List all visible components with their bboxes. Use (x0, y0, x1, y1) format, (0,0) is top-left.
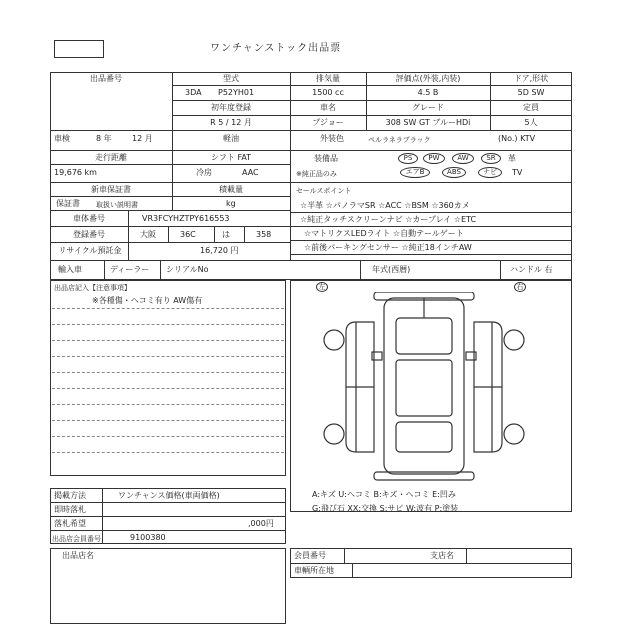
manual-label: 取扱い説明書 (96, 201, 138, 209)
sales-point-1: ☆半革 ☆パノラマSR ☆ACC ☆BSM ☆360カメ (300, 201, 470, 210)
warranty-value-label: 保証書 (56, 199, 80, 208)
reg-class: 36C (180, 230, 196, 239)
first-reg-value: R 5 / 12 月 (210, 118, 252, 127)
reg-label: 登録番号 (73, 230, 105, 239)
mileage-label: 走行距離 (95, 153, 127, 162)
serial-label: シリアルNo (166, 265, 209, 274)
doors-label: ドア,形状 (513, 74, 549, 83)
eq-sr: SR (481, 153, 501, 164)
mileage-value: 19,676 km (54, 168, 97, 177)
sales-point-label: セールスポイント (296, 187, 352, 195)
grade-score-label: 評価点(外装,内装) (395, 74, 461, 83)
reg-kana: は (222, 230, 230, 239)
address-label: 車輌所在地 (294, 566, 334, 575)
method-label: 掲載方法 (54, 491, 86, 500)
equipment-label: 装備品 (314, 154, 338, 163)
load-unit: kg (226, 199, 236, 208)
shop-name-label: 出品店名 (62, 551, 94, 560)
grade-value: 308 SW GT ブルーHDi (385, 118, 471, 127)
recycle-value: 16,720 円 (200, 246, 239, 255)
eq-tv: TV (512, 168, 523, 177)
eq-airbag: エアB (400, 167, 430, 178)
warranty-label: 新車保証書 (91, 185, 131, 194)
eq-abs: ABS (442, 167, 466, 178)
import-label: 輸入車 (58, 265, 82, 274)
vin-value: VR3FCYHZTPY616553 (142, 214, 230, 223)
eq-navi: ナビ (478, 167, 502, 178)
recycle-label: リサイクル預託金 (58, 246, 122, 255)
model-value-1: 3DA (185, 88, 202, 97)
reg-number: 358 (256, 230, 272, 239)
diagram-left-label: 左 (316, 282, 328, 292)
grade-score-value: 4.5 B (417, 88, 439, 97)
note-label-1: 即時落札 (54, 505, 86, 514)
model-label: 型式 (223, 74, 239, 83)
inspection-year: 8 年 (96, 134, 112, 143)
ac-value: AAC (242, 168, 259, 177)
equipment-note: ※純正品のみ (296, 170, 337, 178)
lot-number-label: 出品番号 (90, 74, 122, 83)
exterior-color-value: ペルラネラブラック (368, 136, 431, 144)
legend-line-2: G:飛び石 XX:交換 S:サビ W:波有 P:塗装 (312, 504, 459, 513)
member-label: 会員番号 (294, 551, 326, 560)
first-reg-label: 初年度登録 (211, 103, 251, 112)
color-code: (No.) KTV (498, 134, 536, 143)
note-label-2: 落札希望 (54, 519, 86, 528)
capacity-value: 5人 (524, 118, 538, 127)
handle-label: ハンドル 右 (510, 265, 553, 274)
ac-label: 冷房 (196, 168, 212, 177)
eq-pw: PW (423, 153, 445, 164)
eq-leather: 革 (508, 154, 516, 163)
sales-point-4: ☆前後パーキングセンサー ☆純正18インチAW (304, 243, 472, 252)
diagram-right-label: 右 (514, 282, 526, 292)
reg-region: 大阪 (140, 230, 156, 239)
method-value: ワンチャンス価格(車両価格) (118, 491, 220, 500)
vin-label: 車体番号 (73, 214, 105, 223)
exterior-color-label: 外装色 (320, 134, 344, 143)
shift-value: シフト FAT (210, 153, 252, 162)
lot-stamp-box (54, 40, 104, 58)
capacity-label: 定員 (523, 103, 539, 112)
inspection-month: 12 月 (132, 134, 153, 143)
load-label: 積載量 (219, 185, 243, 194)
member-no-value: 9100380 (130, 533, 166, 542)
notes-line-1: ※各種傷・ヘコミ有り AW傷有 (92, 296, 203, 305)
fuel-value: 軽油 (223, 134, 239, 143)
notes-heading: 出品店記入【注意事項】 (54, 284, 131, 292)
model-value-2: P52YH01 (218, 88, 255, 97)
inspection-label: 車検 (54, 134, 70, 143)
make-value: プジョー (312, 118, 344, 127)
member-no-label: 出品店会員番号 (52, 535, 101, 543)
car-damage-diagram (316, 292, 532, 482)
dealer-label: ディーラー (110, 265, 150, 274)
branch-label: 支店名 (430, 551, 454, 560)
notes-box (50, 280, 286, 476)
eq-ps: PS (398, 153, 418, 164)
make-label: 車名 (320, 103, 336, 112)
grade-label: グレード (412, 103, 444, 112)
doors-value: 5D SW (517, 88, 545, 97)
sheet-title: ワンチャンストック出品票 (210, 43, 342, 54)
displacement-value: 1500 cc (312, 88, 344, 97)
sales-point-2: ☆純正タッチスクリーンナビ ☆カープレイ ☆ETC (300, 215, 477, 224)
eq-aw: AW (452, 153, 474, 164)
displacement-label: 排気量 (316, 74, 340, 83)
price-value: ,000円 (248, 519, 274, 528)
legend-line-1: A:キズ U:ヘコミ B:キズ・ヘコミ E:凹み (312, 490, 456, 499)
year-model-label: 年式(西暦) (372, 265, 411, 274)
sales-point-3: ☆マトリクスLEDライト ☆自動テールゲート (304, 229, 464, 238)
